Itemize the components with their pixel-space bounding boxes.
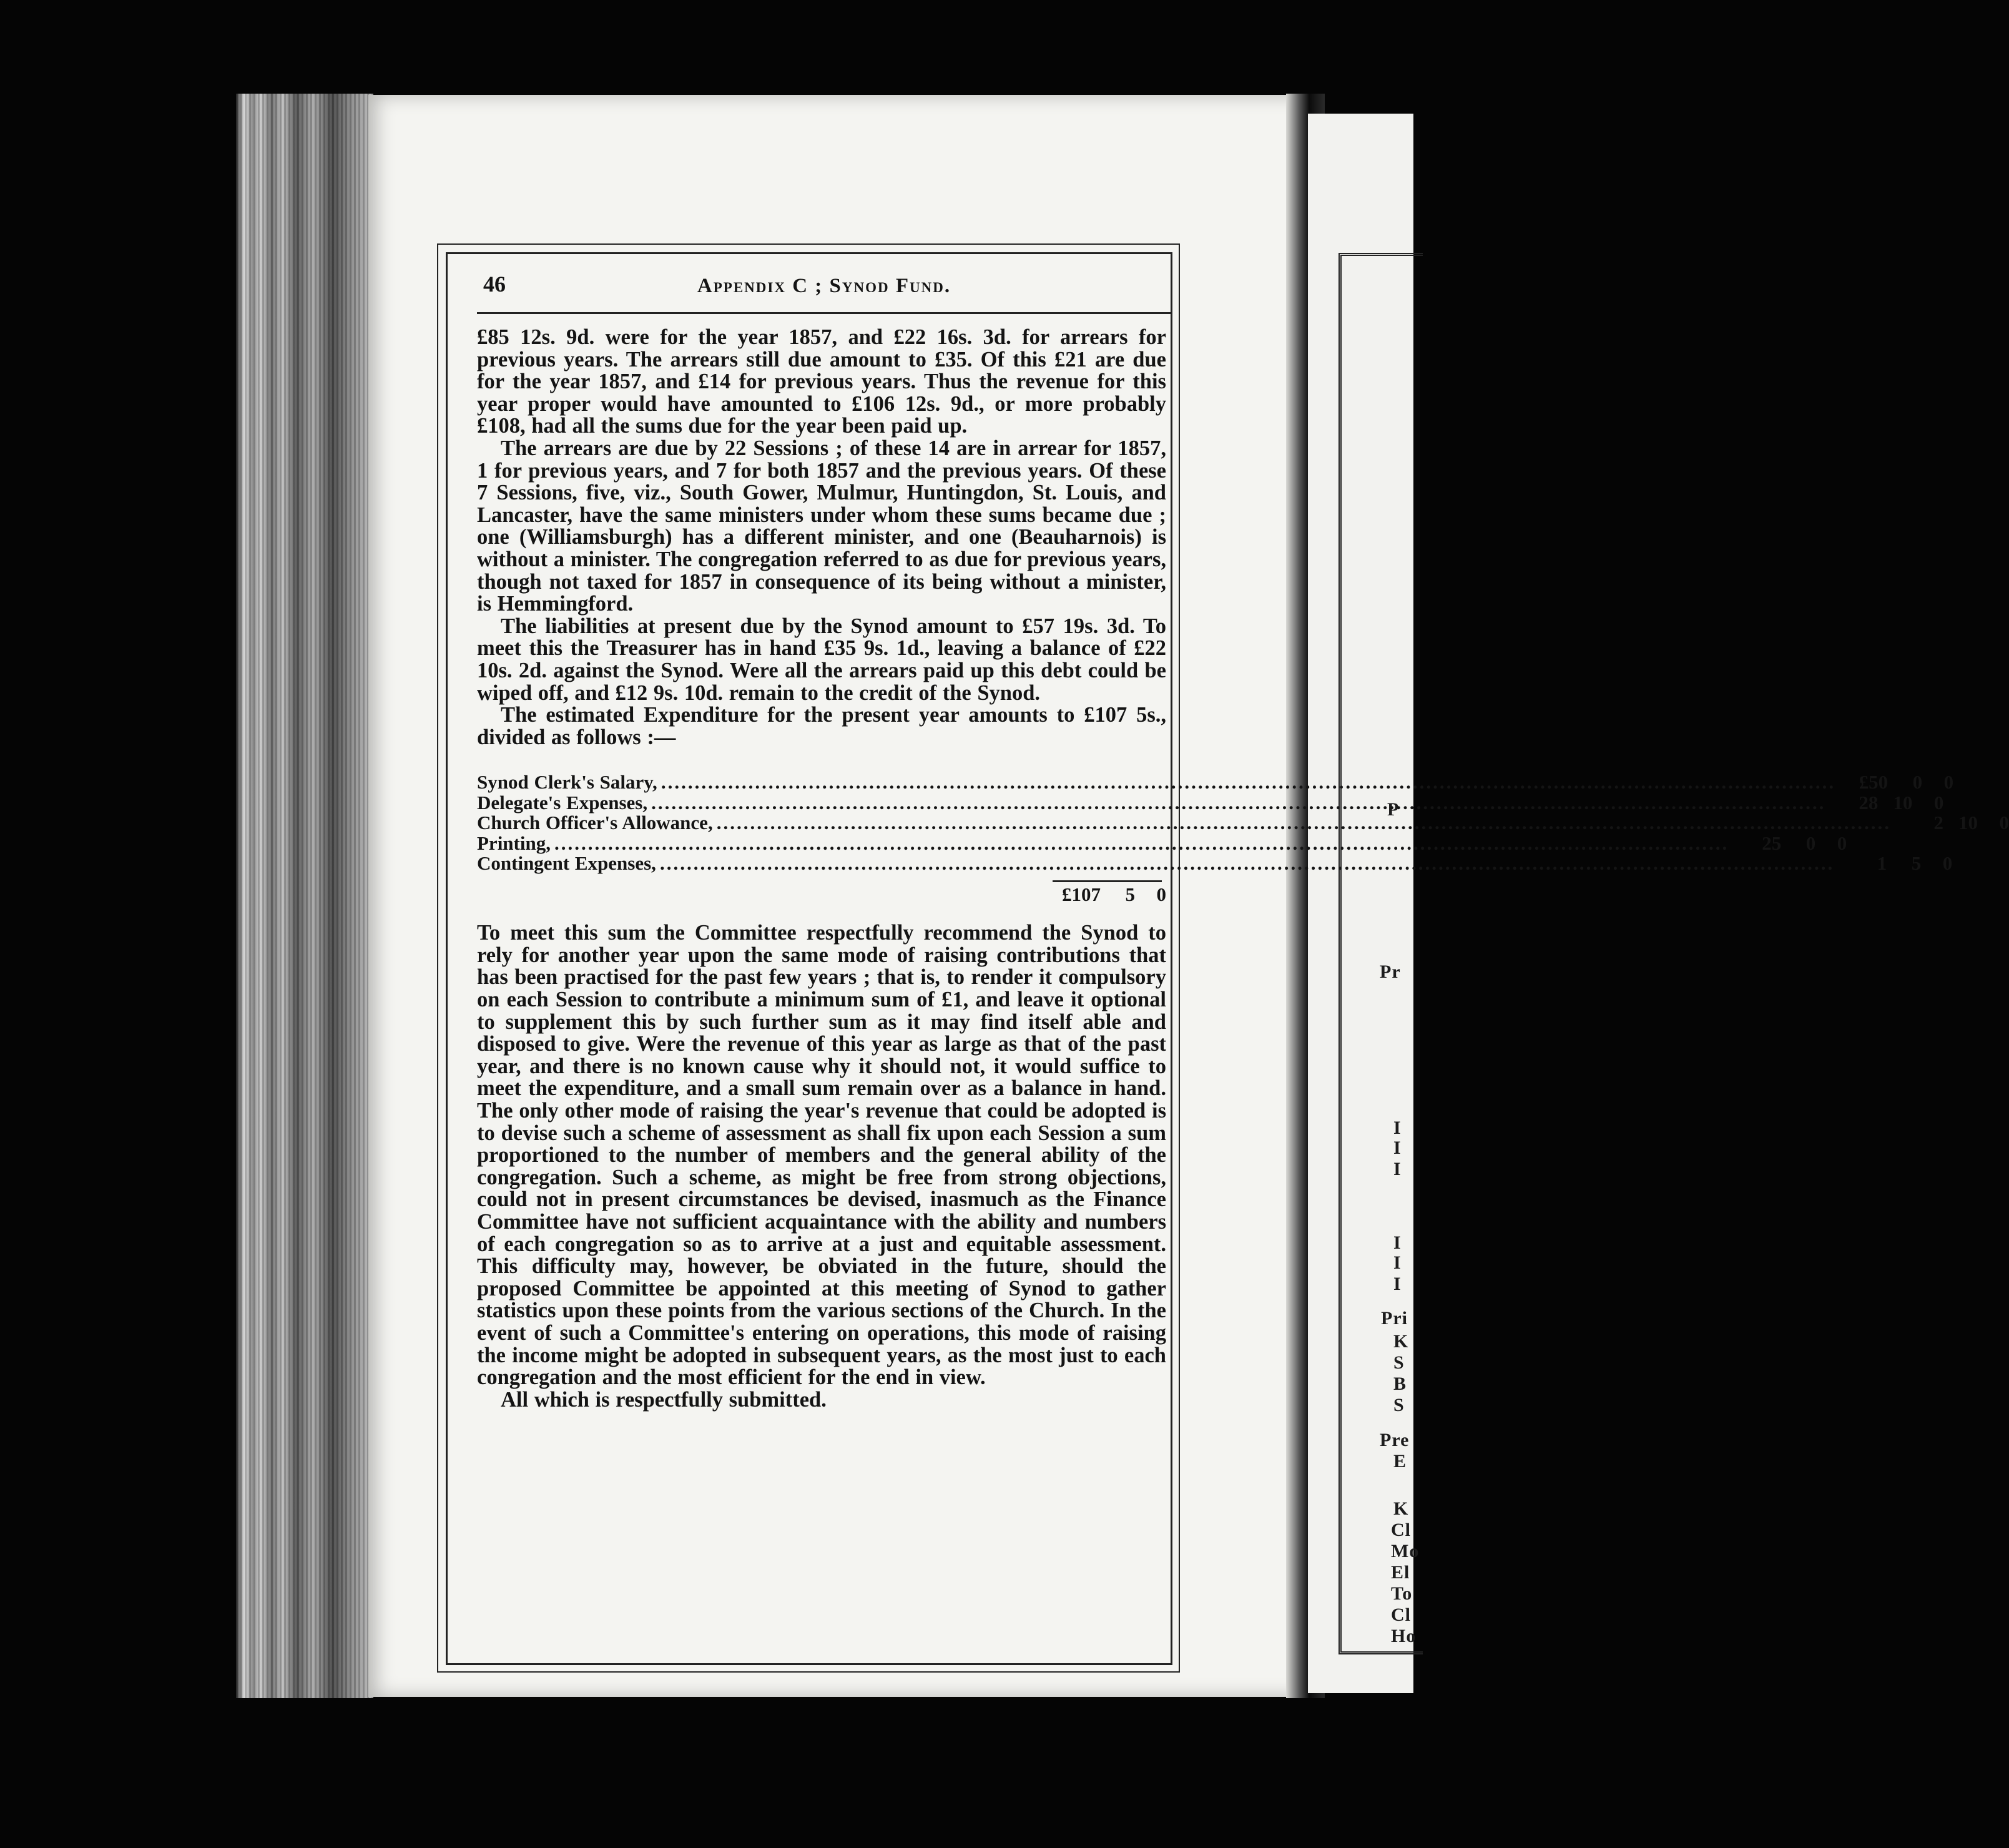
leader-dots xyxy=(661,772,1835,793)
expense-label: Contingent Expenses, xyxy=(477,852,656,875)
expense-shillings: 5 xyxy=(1911,852,1922,875)
total-shillings: 5 xyxy=(1125,883,1135,905)
total-row xyxy=(477,885,1166,905)
page-content xyxy=(477,262,2009,1412)
expense-row xyxy=(477,812,2009,834)
total-pence: 0 xyxy=(1156,883,1166,905)
book-page-edges xyxy=(236,94,373,1698)
expense-label: Delegate's Expenses, xyxy=(477,791,648,813)
right-fragment: K xyxy=(1393,1331,1409,1352)
right-fragment: Pri xyxy=(1381,1308,1408,1329)
expense-pounds: 1 xyxy=(1877,852,1887,875)
expense-pence: 0 xyxy=(1837,832,1847,854)
expense-pounds: 25 xyxy=(1762,832,1782,854)
right-fragment: S xyxy=(1393,1395,1405,1415)
expense-label: Synod Clerk's Salary, xyxy=(477,771,657,794)
right-fragment: Pre xyxy=(1380,1430,1410,1450)
expense-pounds: 28 xyxy=(1859,791,1879,813)
expense-shillings: 10 xyxy=(1958,812,1978,834)
expense-pence: 0 xyxy=(1999,812,2009,834)
expense-shillings: 0 xyxy=(1805,832,1816,854)
expense-shillings: 0 xyxy=(1912,771,1923,794)
paragraph: The estimated Expenditure for the present year amounts to £107 5s., divided as follows :— xyxy=(477,703,1166,749)
expense-label: Church Officer's Allowance, xyxy=(477,812,713,834)
page-header xyxy=(477,262,1171,314)
expense-pence: 0 xyxy=(1942,852,1953,875)
expense-shillings: 10 xyxy=(1893,791,1913,813)
expense-row xyxy=(477,832,1847,854)
right-fragment: Ho xyxy=(1391,1626,1417,1646)
right-fragment: S xyxy=(1393,1352,1405,1373)
expense-pounds: £50 xyxy=(1859,771,1889,794)
paragraph: The arrears are due by 22 Sessions ; of these 14 are in arrear for 1857, 1 for previous years, and 7 for both 1857 and the previous years. Of these 7 Sessions, five, viz., South Gower, Mulmur, Huntingdon, St. Louis, and Lancaster, have the same ministers under whom these sums became due ; one (Williamsburgh) has a different minister, and one (Beauharnois) is without a minister. The congregation referred to as due for previous years, though not taxed for 1857 in consequence of its being without a minister, is Hemmingford. xyxy=(477,436,1166,616)
right-fragment: Cl xyxy=(1391,1520,1411,1540)
expense-pounds: 2 xyxy=(1933,812,1943,834)
right-fragment: Mo xyxy=(1391,1541,1420,1561)
expense-row xyxy=(477,771,1954,794)
right-fragment: I xyxy=(1393,1138,1402,1158)
right-fragment: To xyxy=(1391,1583,1413,1604)
right-fragment: I xyxy=(1393,1159,1402,1179)
expense-row xyxy=(477,791,1944,813)
right-fragment: E xyxy=(1393,1451,1407,1472)
paragraph: The liabilities at present due by the Synod amount to £57 19s. 3d. To meet this the Treasurer has in hand £35 9s. 1d., leaving a balance of £22 10s. 2d. against the Synod. Were all the arrears paid up this debt could be wiped off, and £12 9s. 10d. remain to the credit of the Synod. xyxy=(477,614,1166,705)
total-pounds: £107 xyxy=(1062,883,1101,905)
right-fragment: Pr xyxy=(1380,961,1401,982)
expense-table xyxy=(477,771,2009,905)
right-fragment: P xyxy=(1387,799,1400,820)
paragraph: To meet this sum the Committee respectfully recommend the Synod to rely for another year upon the same mode of raising contributions that has been practised for the past few years ; that is, to render it compulsory on each Session to contribute a minimum sum of £1, and leave it optional to supplement this by such further sum as it may find itself able and disposed to give. Were the revenue of this year as large as that of the past year, and there is no known cause why it should not, it would suffice to meet the expenditure, and a small sum remain over as a balance in hand. The only other mode of raising the year's revenue that could be adopted is to devise such a scheme of assessment as shall fix upon each Session a sum proportioned to the number of members and the general ability of the congregation. Such a scheme, as might be free from strong objections, could not in present circumstances be devised, inasmuch as the Finance Committee have not sufficient acquaintance with the ability and numbers of each congregation so as to arrive at a just and equitable assessment. This difficulty may, however, be obviated in the future, should the proposed Committee be appointed at this meeting of Synod to gather statistics upon these points from the various sections of the Church. In the event of such a Committee's entering on operations, this mode of raising the income might be adopted in subsequent years, as the most just to each congregation and the most efficient for the end in view. xyxy=(477,921,1166,1390)
paragraph: £85 12s. 9d. were for the year 1857, and £22 16s. 3d. for arrears for previous years. The arrears still due amount to £35. Of this £21 are due for the year 1857, and £14 for previous years. Thus the revenue for this year proper would have amounted to £106 12s. 9d., or more probably £108, had all the sums due for the year been paid up. xyxy=(477,325,1166,438)
right-fragment: I xyxy=(1393,1252,1402,1273)
right-fragment: I xyxy=(1393,1118,1402,1138)
leader-dots xyxy=(651,793,1825,813)
right-fragment: B xyxy=(1393,1374,1407,1394)
right-fragment: K xyxy=(1393,1498,1409,1519)
running-head: Appendix C ; Synod Fund. xyxy=(697,275,951,297)
right-fragment: El xyxy=(1391,1562,1410,1583)
right-fragment: Cl xyxy=(1391,1605,1411,1625)
leader-dots xyxy=(717,813,1891,833)
expense-label: Printing, xyxy=(477,832,551,854)
total-rule xyxy=(1053,880,1162,882)
expense-pence: 0 xyxy=(1933,791,1944,813)
expense-pence: 0 xyxy=(1943,771,1954,794)
right-fragment: I xyxy=(1393,1274,1402,1294)
right-fragment: I xyxy=(1393,1232,1402,1253)
body-text xyxy=(477,325,2009,1412)
leader-dots xyxy=(554,833,1729,854)
page-number: 46 xyxy=(483,272,506,297)
closing-line: All which is respectfully submitted. xyxy=(501,1387,827,1412)
expense-row xyxy=(477,852,1953,875)
leader-dots xyxy=(660,853,1834,874)
